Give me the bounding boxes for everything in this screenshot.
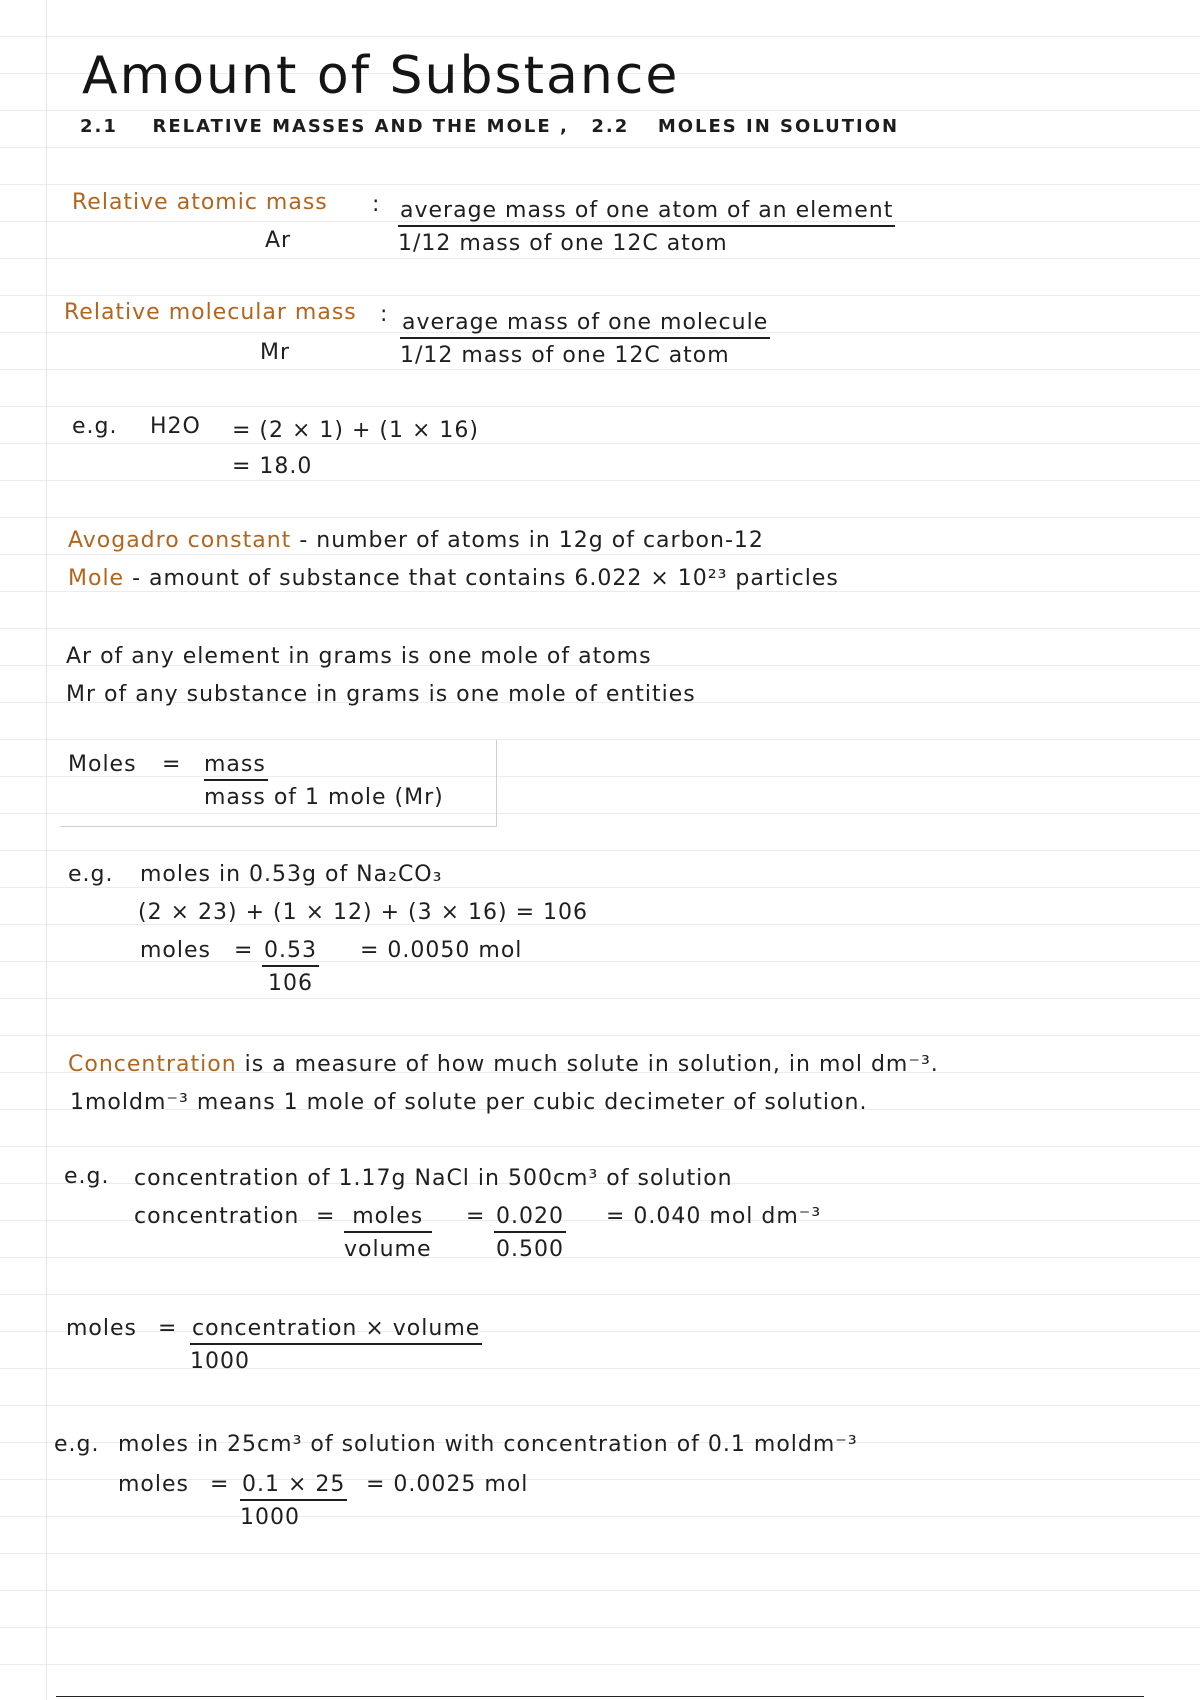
nacl-result: = 0.040 mol dm⁻³ bbox=[606, 1204, 822, 1229]
nacl-concentration-label: concentration bbox=[134, 1204, 300, 1229]
na2co3-line1: moles in 0.53g of Na₂CO₃ bbox=[140, 862, 443, 887]
page-title: Amount of Substance bbox=[82, 46, 680, 106]
moles-conc-fraction bbox=[190, 1316, 482, 1374]
water-calc-line2: = 18.0 bbox=[232, 454, 313, 479]
mr-fraction bbox=[400, 310, 770, 368]
eg-water-label: e.g. bbox=[72, 414, 118, 439]
moles-conc-label: moles bbox=[66, 1316, 137, 1341]
ar-fraction bbox=[398, 198, 895, 256]
mole-definition: - amount of substance that contains 6.022 × 10²³ particles bbox=[132, 566, 839, 591]
eg-nacl-label: e.g. bbox=[64, 1164, 110, 1189]
solution-line1: moles in 25cm³ of solution with concentration of 0.1 moldm⁻³ bbox=[118, 1432, 858, 1457]
mr-numerator: average mass of one molecule bbox=[400, 310, 770, 339]
na2co3-eq: = bbox=[234, 938, 254, 963]
na2co3-result: = 0.0050 mol bbox=[360, 938, 523, 963]
na2co3-denominator: 106 bbox=[267, 971, 313, 996]
ar-denominator: 1/12 mass of one 12C atom bbox=[398, 231, 728, 256]
moles-formula-numerator: mass bbox=[204, 752, 268, 781]
ar-symbol: Ar bbox=[265, 228, 292, 253]
nacl-line1: concentration of 1.17g NaCl in 500cm³ of solution bbox=[134, 1166, 733, 1191]
solution-denominator: 1000 bbox=[240, 1505, 300, 1530]
fact-mr-grams: Mr of any substance in grams is one mole of entities bbox=[66, 682, 696, 707]
water-formula: H2O bbox=[150, 414, 201, 439]
solution-numerator: 0.1 × 25 bbox=[240, 1472, 347, 1501]
nacl-frac2-numerator: 0.020 bbox=[494, 1204, 566, 1233]
ar-term: Relative atomic mass bbox=[72, 190, 328, 215]
eg-solution-label: e.g. bbox=[54, 1432, 100, 1457]
concentration-term: Concentration bbox=[68, 1052, 237, 1077]
mr-denominator: 1/12 mass of one 12C atom bbox=[400, 343, 730, 368]
concentration-definition: is a measure of how much solute in solution, in mol dm⁻³. bbox=[244, 1052, 939, 1077]
nacl-eq2: = bbox=[466, 1204, 486, 1229]
avogadro-definition: - number of atoms in 12g of carbon-12 bbox=[299, 528, 764, 553]
solution-eq: = bbox=[210, 1472, 230, 1497]
nacl-frac1-numerator: moles bbox=[344, 1204, 432, 1233]
moles-formula-label: Moles bbox=[68, 752, 137, 777]
fact-ar-grams: Ar of any element in grams is one mole of atoms bbox=[66, 644, 652, 669]
na2co3-moles-label: moles bbox=[140, 938, 211, 963]
ar-numerator: average mass of one atom of an element bbox=[398, 198, 895, 227]
solution-moles-label: moles bbox=[118, 1472, 189, 1497]
section-title-1: RELATIVE MASSES AND THE MOLE bbox=[152, 116, 552, 137]
section-number-1: 2.1 bbox=[80, 116, 118, 137]
avogadro-term: Avogadro constant bbox=[68, 528, 292, 553]
moles-conc-numerator: concentration × volume bbox=[190, 1316, 482, 1345]
page-margin-line bbox=[46, 0, 47, 1700]
subtitle-separator: , bbox=[559, 116, 569, 137]
bottom-rule bbox=[56, 1696, 1144, 1697]
nacl-fraction-2 bbox=[494, 1204, 566, 1262]
page-subtitle bbox=[80, 116, 899, 137]
moles-conc-denominator: 1000 bbox=[190, 1349, 250, 1374]
mr-symbol: Mr bbox=[260, 340, 291, 365]
mr-term: Relative molecular mass bbox=[64, 300, 357, 325]
section-number-2: 2.2 bbox=[591, 116, 630, 137]
moles-conc-eq: = bbox=[158, 1316, 178, 1341]
water-calc-line1: = (2 × 1) + (1 × 16) bbox=[232, 418, 480, 443]
avogadro-line bbox=[68, 528, 764, 553]
eg-na2co3-label: e.g. bbox=[68, 862, 114, 887]
na2co3-numerator: 0.53 bbox=[262, 938, 319, 967]
mole-term: Mole bbox=[68, 566, 125, 591]
section-title-2: MOLES IN SOLUTION bbox=[657, 116, 900, 137]
nacl-eq: = bbox=[316, 1204, 336, 1229]
na2co3-line2: (2 × 23) + (1 × 12) + (3 × 16) = 106 bbox=[138, 900, 588, 925]
moles-formula-denominator: mass of 1 mole (Mr) bbox=[204, 785, 444, 810]
moles-formula-eq: = bbox=[162, 752, 182, 777]
mr-colon: : bbox=[380, 302, 389, 327]
moles-formula-fraction bbox=[204, 752, 444, 810]
solution-fraction bbox=[240, 1472, 347, 1530]
nacl-fraction-1 bbox=[344, 1204, 432, 1262]
nacl-frac1-denominator: volume bbox=[344, 1237, 432, 1262]
ar-colon: : bbox=[372, 192, 381, 217]
solution-result: = 0.0025 mol bbox=[366, 1472, 529, 1497]
concentration-line1 bbox=[68, 1052, 939, 1077]
concentration-line2: 1moldm⁻³ means 1 mole of solute per cubic decimeter of solution. bbox=[70, 1090, 868, 1115]
na2co3-fraction bbox=[262, 938, 319, 996]
mole-line bbox=[68, 566, 839, 591]
nacl-frac2-denominator: 0.500 bbox=[496, 1237, 564, 1262]
